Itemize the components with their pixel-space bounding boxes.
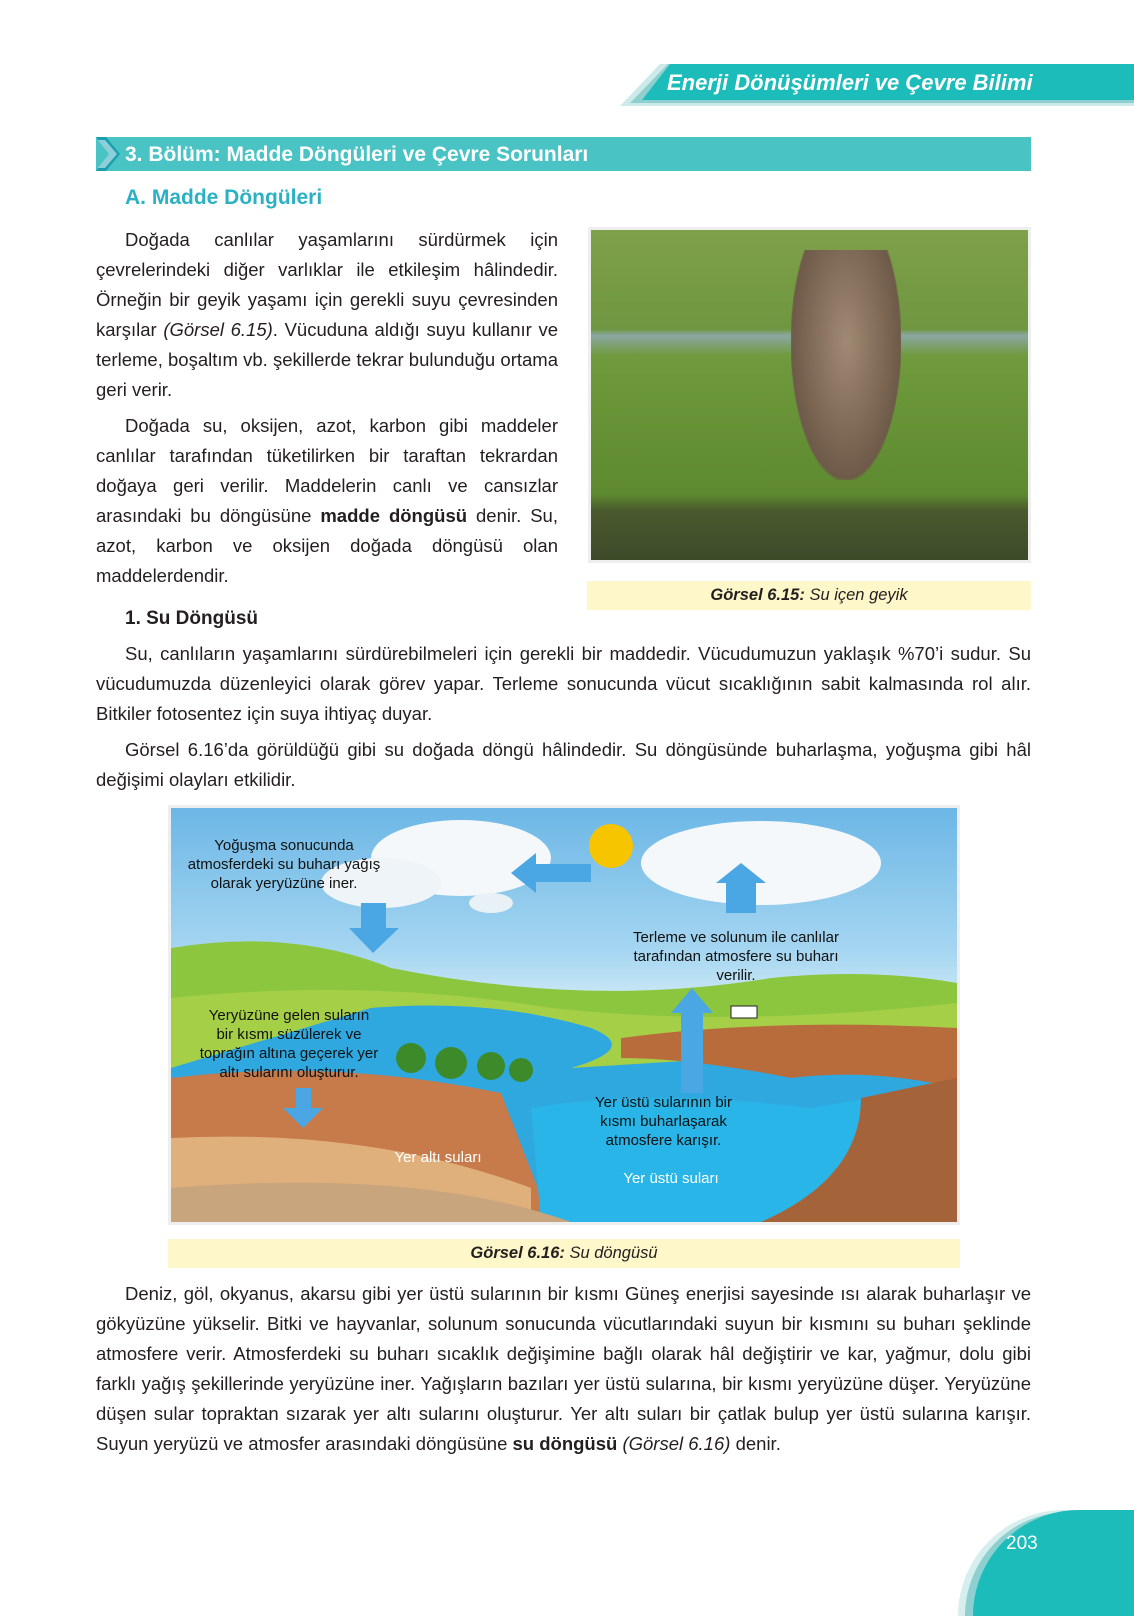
text: Doğada canlılar yaşamlarını sürdürmek için çevrelerindeki diğer varlıklar ile etkileşim hâlindedir. Örneğin bir geyik yaşamı için gerekli suyu çevresinden karşılar [96,229,558,340]
caption-label: Görsel 6.15: [710,586,805,604]
intro-text [96,225,558,597]
caption-text: Su döngüsü [564,1244,658,1262]
key-term: madde döngüsü [320,505,468,526]
sun-icon [589,824,633,868]
deer-drinking-photo [588,227,1031,563]
paragraph: Su, canlıların yaşamlarını sürdürebilmeleri için gerekli bir maddedir. Vücudumuzun yaklaşık %70’i sudur. Su vücudumuzda düzenleyici olarak görev yapar. Terleme sonucunda vücut sıcaklığının sabit kalmasında rol alır. Bitkiler fotosentez için suya ihtiyaç duyar. [96,643,1031,724]
text: Deniz, göl, okyanus, akarsu gibi yer üstü sularının bir kısmı Güneş enerjisi sayesinde ısı alarak buharlaşır ve gökyüzüne yükselir. Bitki ve hayvanlar, solunum sonucunda vücutlarındaki suyun bir kısmını su buharı şeklinde atmosfere verir. Atmosferdeki su buharı sıcaklık değişimine bağlı olarak hâl değiştirir ve kar, yağmur, dolu gibi farklı yağış şekillerinde yeryüzüne iner. Yağışların bazıları yer üstü sularına, bir kısmı yeryüzüne düşer. Yeryüzüne düşen sular topraktan sızarak yer altı sularını oluşturur. Yer altı suları bir çatlak bulup yer üstü sularına karışır. Suyun yeryüzü ve atmosfer arasındaki döngüsüne [96,1283,1031,1454]
subheading: 1. Su Döngüsü [125,608,258,629]
unit-title: Enerji Dönüşümleri ve Çevre Bilimi [667,70,1033,95]
text: Doğada su, oksijen, azot, karbon gibi maddeler canlılar tarafından tüketilirken bir taraftan tekrardan doğaya geri verilir. Maddelerin canlı ve cansızlar arasındaki bu döngüsüne [96,415,558,526]
label-surface-water: Yer üstü suları [623,1170,719,1187]
closing-text [96,1279,1031,1459]
subsection-title: A. Madde Döngüleri [125,186,323,209]
text: . Vücuduna aldığı suyu kullanır ve terleme, boşaltım vb. şekillerde tekrar bulunduğu ortama geri verir. [96,319,558,400]
text: denir. [730,1433,781,1454]
page-badge [973,1510,1134,1616]
figure-reference: (Görsel 6.15) [163,319,273,340]
page-number: 203 [1006,1533,1038,1554]
paragraph [96,1279,1031,1459]
key-term: su döngüsü [512,1433,618,1454]
water-cycle-text [96,639,1031,801]
cow-icon [731,1006,757,1018]
figure-caption [168,1239,960,1268]
section-title: 3. Bölüm: Madde Döngüleri ve Çevre Sorunları [125,143,589,166]
caption-text: Su içen geyik [804,586,908,604]
label-infiltration: Yeryüzüne gelen suların bir kısmı süzülerek ve toprağın altına geçerek yer altı sularını oluşturur. [199,1007,379,1081]
figure-caption [587,581,1031,610]
label-groundwater: Yer altı suları [394,1149,482,1166]
text: denir. Su, azot, karbon ve oksijen doğada döngüsü olan maddelerdendir. [96,505,558,586]
figure-reference: (Görsel 6.16) [617,1433,731,1454]
paragraph [96,225,558,405]
label-condensation: Yoğuşma sonucunda atmosferdeki su buharı yağış olarak yeryüzüne iner. [187,837,381,892]
chevron-right-icon [96,137,120,171]
label-transpiration: Terleme ve solunum ile canlılar tarafından atmosfere su buharı verilir. [633,929,839,984]
paragraph: Görsel 6.16’da görüldüğü gibi su doğada döngü hâlindedir. Su döngüsünde buharlaşma, yoğuşma gibi hâl değişimi olayları etkilidir. [96,739,1031,790]
caption-label: Görsel 6.16: [470,1244,565,1262]
water-cycle-diagram [168,805,960,1225]
deer-figure [791,250,901,480]
arrow-down-icon [349,903,399,953]
label-evaporation: Yer üstü sularının bir kısmı buharlaşarak atmosfere karışır. [594,1094,733,1149]
paragraph [96,411,558,591]
